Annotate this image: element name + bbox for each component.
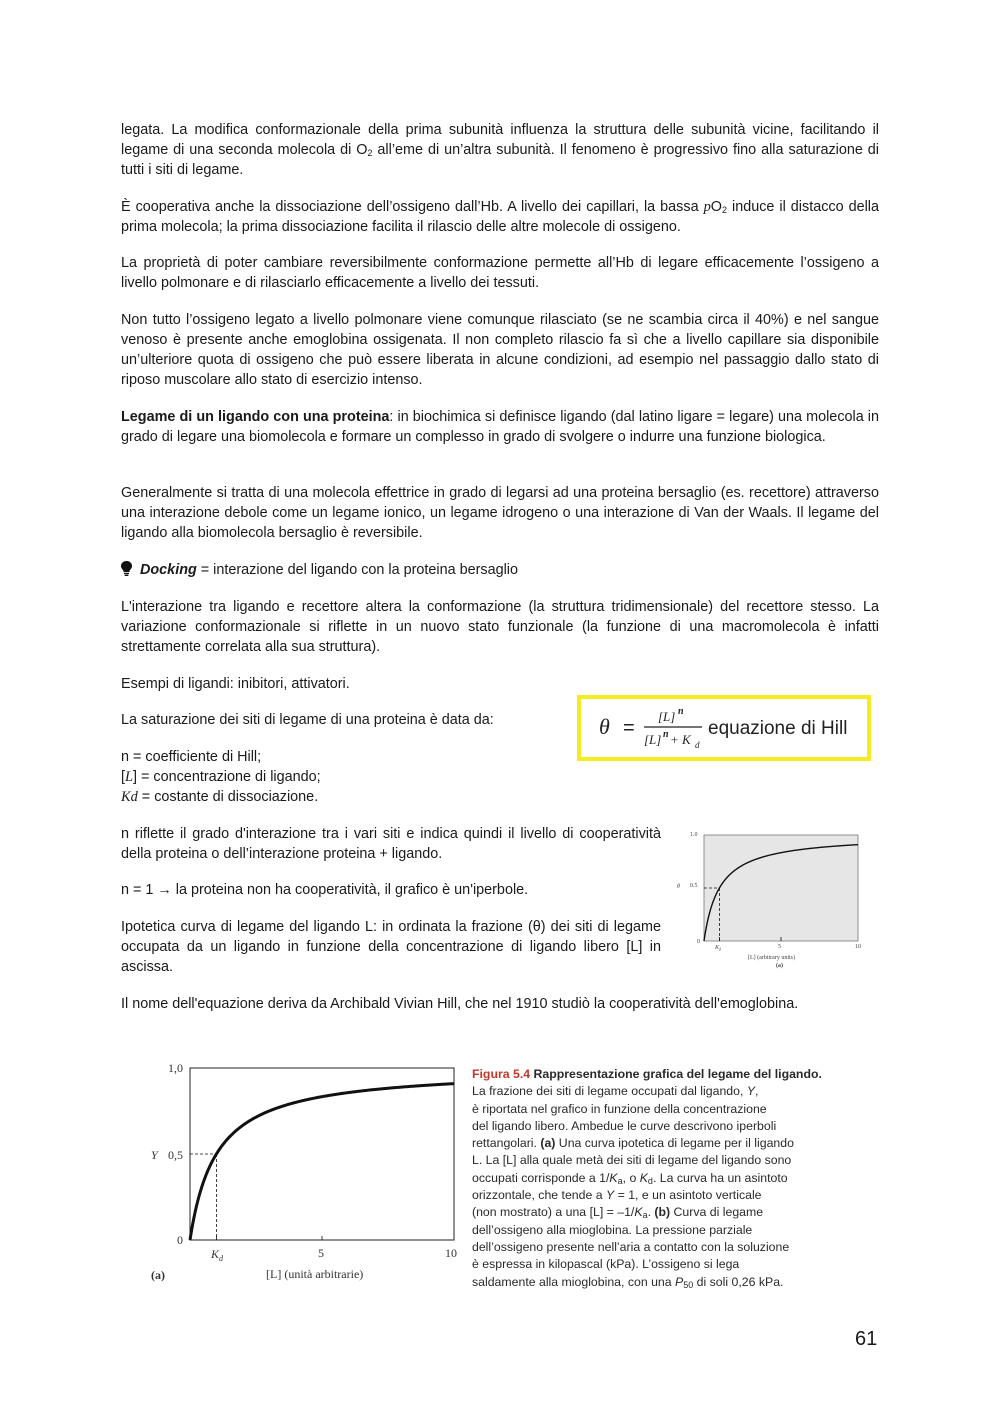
paragraph-saturation: La saturazione dei siti di legame di una proteina è data da: xyxy=(121,712,494,728)
x-tick-5: 5 xyxy=(778,944,781,950)
svg-text:θ: θ xyxy=(599,714,610,739)
y-tick-zero: 0 xyxy=(177,1233,183,1247)
hill-equation-box xyxy=(577,695,871,761)
figure-caption: Figura 5.4 Rappresentazione grafica del legame del ligando. La frazione dei siti di legame occupati dal ligando, Y, è riportata nel grafico in funzione della concentrazione del ligando libero. Ambedue le curve descrivono iperboli rettangolari. (a) Una curva ipotetica di legame per il ligando L. La [L] alla quale metà dei siti di legame del ligando sono occupati corrisponde a $1/K_a$, o $K_d$. La curva ha un asintoto orizzontale, che tende a Y = 1, e un asintoto verticale (non mostrato) a una $[L] = -1/K_a$. (b) Curva di legame dell’ossigeno alla mioglobina. La pressione parziale dell’ossigeno presente nell’aria a contatto con la soluzione è espressa in kilopascal (kPa). L’ossigeno si lega saldamente alla mioglobina, con una $P_{50}$ di soli 0,26 kPa. xyxy=(472,1067,822,1290)
x-axis-label: [L] (unità arbitrarie) xyxy=(266,1267,364,1281)
large-binding-chart xyxy=(148,1058,463,1288)
paragraph-interaction: L'interazione tra ligando e recettore altera la conformazione (la struttura tridimensionale) del recettore stesso. La variazione conformazionale si riflette in un nuovo stato funzionale (la funzione di una macromolecola è infatti strettamente correlata alla sua struttura). xyxy=(121,599,879,655)
x-tick-kd: $K_d$ xyxy=(211,1247,224,1263)
paragraph-hill-history: Il nome dell'equazione deriva da Archibald Vivian Hill, che nel 1910 studiò la cooperatività dell'emoglobina. xyxy=(121,996,799,1012)
x-tick-10: 10 xyxy=(445,1246,457,1260)
svg-text:n: n xyxy=(678,706,684,717)
paragraph-oxygen-release: Non tutto l’ossigeno legato a livello polmonare viene comunque rilasciato (se ne scambia circa il 40%) e nel sangue venoso è presente anche emoglobina ossigenata. Il non completo rilascio fa sì che a livello capillare sia disponibile un’ulteriore quota di ossigeno che può essere liberata in alcune condizioni, ad esempio nel passaggio dallo stato di riposo muscolare allo stato di esercizio intenso. xyxy=(121,312,879,388)
y-tick-zero: 0 xyxy=(697,939,700,945)
panel-label: (a) xyxy=(776,963,783,969)
paragraph-ligand-definition: Legame di un ligando con una proteina: in biochimica si definisce ligando (dal latino ligare = legare) una molecola in grado di legare una biomolecola e formare un complesso in grado di svolgere o indurre una funzione biologica. xyxy=(121,409,880,445)
paragraph-hill-coefficient: n riflette il grado d'interazione tra i vari siti e indica quindi il livello di cooperatività della proteina o dell’interazione proteina + ligando. xyxy=(121,826,661,862)
paragraph-n-equals-one: n = 1 → la proteina non ha cooperatività, il grafico è un'iperbole. xyxy=(121,882,529,898)
paragraph-reversibility: La proprietà di poter cambiare reversibilmente conformazione permette all’Hb di legare efficacemente l’ossigeno a livello polmonare e di rilasciarlo efficacemente a livello dei tessuti. xyxy=(121,255,879,291)
x-tick-10: 10 xyxy=(855,944,861,950)
plot-area xyxy=(704,835,858,941)
hill-equation xyxy=(581,699,867,757)
svg-text:[L]: [L] xyxy=(658,709,676,724)
paragraph-examples: Esempi di ligandi: inibitori, attivatori. xyxy=(121,676,350,692)
y-tick-top: 1,0 xyxy=(168,1061,183,1075)
svg-text:=: = xyxy=(623,717,635,739)
lightbulb-icon xyxy=(121,561,132,576)
x-tick-kd: $K_d$ xyxy=(715,945,722,952)
paragraph-docking: Docking = interazione del ligando con la proteina bersaglio xyxy=(121,560,879,580)
svg-text:d: d xyxy=(695,740,700,750)
paragraph-hb-conformation: legata. La modifica conformazionale della prima subunità influenza la struttura delle subunità vicine, facilitando il legame di una seconda molecola di $O_2$ all’eme di un’altra subunità. Il fenomeno è progressivo fino alla saturazione di tutti i siti di legame. xyxy=(121,122,879,178)
paragraph-binding-curve: Ipotetica curva di legame del ligando L: in ordinata la frazione (θ) dei siti di legame occupata da un ligando in funzione della concentrazione di ligando libero [L] in ascissa. xyxy=(121,919,661,975)
page-number: 61 xyxy=(855,1328,878,1350)
plot-area xyxy=(190,1068,454,1240)
svg-text:[L]: [L] xyxy=(644,732,662,747)
panel-label: (a) xyxy=(151,1268,165,1282)
y-tick-mid: 0,5 xyxy=(168,1148,183,1162)
definitions-list: n = coefficiente di Hill; [L] = concentrazione di ligando; Kd = costante di dissociazione. xyxy=(121,749,321,805)
paragraph-dissociation: È cooperativa anche la dissociazione dell’ossigeno dall’Hb. A livello dei capillari, la bassa $pO_2$ induce il distacco della prima molecola; la prima dissociazione facilita il rilascio delle altre molecole di ossigeno. xyxy=(121,199,879,235)
paragraph-effector: Generalmente si tratta di una molecola effettrice in grado di legarsi ad una proteina bersaglio (es. recettore) attraverso una interazione debole come un legame ionico, un legame idrogeno o una interazione di Van der Waals. Il legame del ligando alla biomolecola bersaglio è reversibile. xyxy=(121,485,879,541)
x-tick-5: 5 xyxy=(318,1246,324,1260)
small-binding-chart xyxy=(672,825,872,970)
svg-text:n: n xyxy=(663,729,669,740)
svg-text:equazione di Hill: equazione di Hill xyxy=(708,718,848,739)
y-tick-top: 1.0 xyxy=(690,832,698,838)
y-tick-mid: 0.5 xyxy=(690,883,698,889)
x-axis-label: [L] (arbitrary units) xyxy=(748,955,795,961)
y-axis-label: Y xyxy=(151,1148,158,1162)
svg-text:+ K: + K xyxy=(670,732,691,747)
y-axis-label: θ xyxy=(677,884,680,890)
